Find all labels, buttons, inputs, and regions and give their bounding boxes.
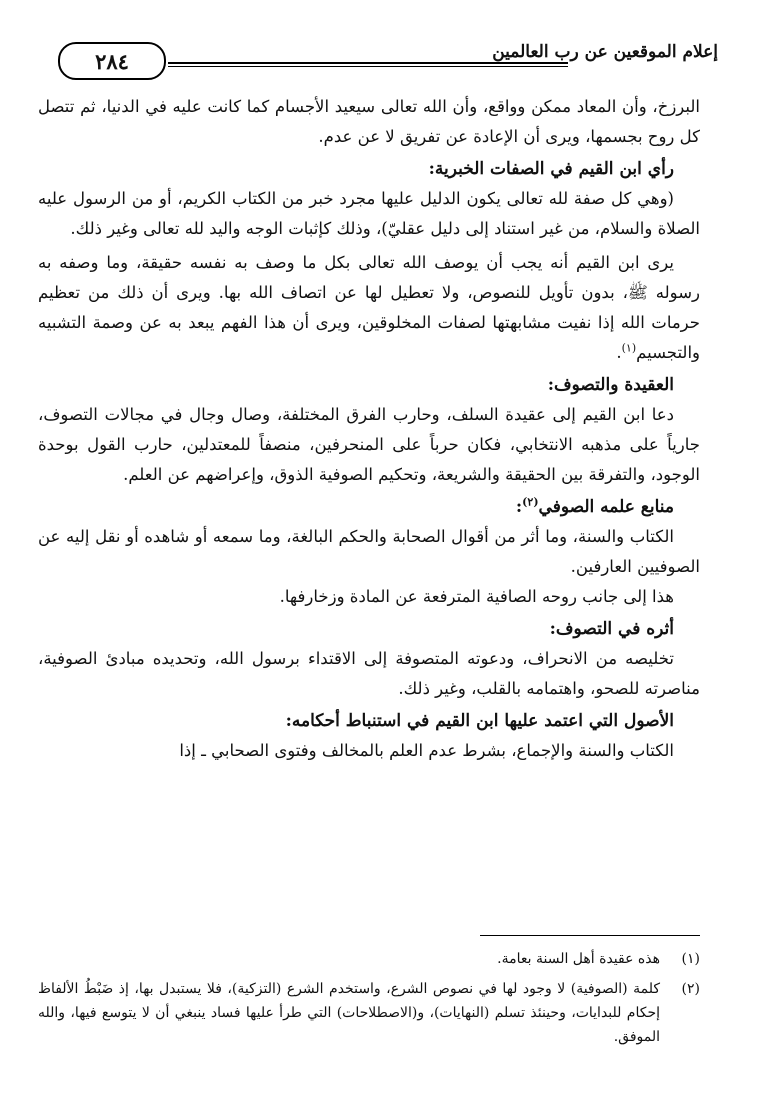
page-header xyxy=(58,40,718,82)
page-number: ٢٨٤ xyxy=(95,48,129,74)
paragraph-text: يرى ابن القيم أنه يجب أن يوصف الله تعالى بكل ما وصف به نفسه حقيقة، وما وصفه به رسوله ﷺ، بدون تأويل للنصوص، ولا تعطيل لها عن اتصاف الله بها. ويرى أن ذلك من تعظيم حرمات الله إذا نفيت مشابهتها لصفات المخلوقين، ويرى أن هذا الفهم يبعد به عن وصمة التشبيه والتجسيم xyxy=(38,253,700,362)
section-heading: رأي ابن القيم في الصفات الخبرية: xyxy=(428,159,674,179)
paragraph: الكتاب والسنة، وما أثر من أقوال الصحابة والحكم البالغة، وما سمعه أو شاهده أو نقل إليه عن الصوفيين العارفين. xyxy=(38,527,700,576)
section-heading: الأصول التي اعتمد عليها ابن القيم في استنباط أحكامه: xyxy=(285,711,674,731)
footnote-text: هذه عقيدة أهل السنة بعامة. xyxy=(497,951,660,967)
footnote-ref[interactable]: (١) xyxy=(621,341,637,355)
running-head-title: إعلام الموقعين عن رب العالمين xyxy=(492,42,718,62)
heading-text: منابع علمه الصوفي xyxy=(538,497,674,517)
footnote-number: (٢) xyxy=(681,981,700,997)
paragraph xyxy=(38,248,700,368)
footnote xyxy=(38,947,700,971)
footnote-ref[interactable]: (٢) xyxy=(522,495,539,509)
footnote-divider xyxy=(480,935,700,936)
footnote-text: كلمة (الصوفية) لا وجود لها في نصوص الشرع، واستخدم الشرع (التزكية)، فلا يستبدل بها، إذ ضَبْطُ الألفاظ إحكام للبدايات، وحينئذ تسلم (النهايات)، و(الاصطلاحات) التي طرأ عليها فساد ينبغي أن لا يتوسع فيها، والله الموفق. xyxy=(38,981,660,1045)
header-rule-thin xyxy=(168,66,568,67)
section-heading: أثره في التصوف: xyxy=(549,619,674,639)
section-heading: العقيدة والتصوف: xyxy=(547,375,674,395)
paragraph: هذا إلى جانب روحه الصافية المترفعة عن المادة وزخارفها. xyxy=(279,587,674,606)
header-rule xyxy=(168,62,568,64)
heading-end: : xyxy=(515,497,523,517)
page-number-frame xyxy=(58,42,166,80)
paragraph: البرزخ، وأن المعاد ممكن وواقع، وأن الله تعالى سيعيد الأجسام كما كانت عليه في الدنيا، ثم تتصل كل روح بجسمها، ويرى أن الإعادة عن تفريق لا عن عدم. xyxy=(38,97,700,146)
paragraph: (وهي كل صفة لله تعالى يكون الدليل عليها مجرد خبر من الكتاب الكريم، أو من الرسول عليه الصلاة والسلام، من غير استناد إلى دليل عقليّ)، وذلك كإثبات الوجه واليد لله تعالى وغير ذلك. xyxy=(38,189,700,238)
footnote xyxy=(38,977,700,1049)
section-heading xyxy=(38,492,700,522)
paragraph: الكتاب والسنة والإجماع، بشرط عدم العلم بالمخالف وفتوى الصحابي ـ إذا xyxy=(179,741,674,760)
footnotes xyxy=(38,947,700,1055)
footnote-number: (١) xyxy=(681,951,700,967)
paragraph: دعا ابن القيم إلى عقيدة السلف، وحارب الفرق المختلفة، وصال وجال في مجالات التصوف، جارياً على مذهبه الانتخابي، فكان حرباً على المنحرفين، منصفاً للمعتدلين، حارب القول بوحدة الوجود، والتفرقة بين الحقيقة والشريعة، وتحكيم الصوفية الذوق، وإعراضهم عن العلم. xyxy=(38,405,700,484)
paragraph-end: . xyxy=(616,343,622,362)
main-text xyxy=(38,92,700,766)
paragraph: تخليصه من الانحراف، ودعوته المتصوفة إلى الاقتداء برسول الله، وتحديده مبادئ الصوفية، مناصرته للصحو، واهتمامه بالقلب، وغير ذلك. xyxy=(38,649,700,698)
